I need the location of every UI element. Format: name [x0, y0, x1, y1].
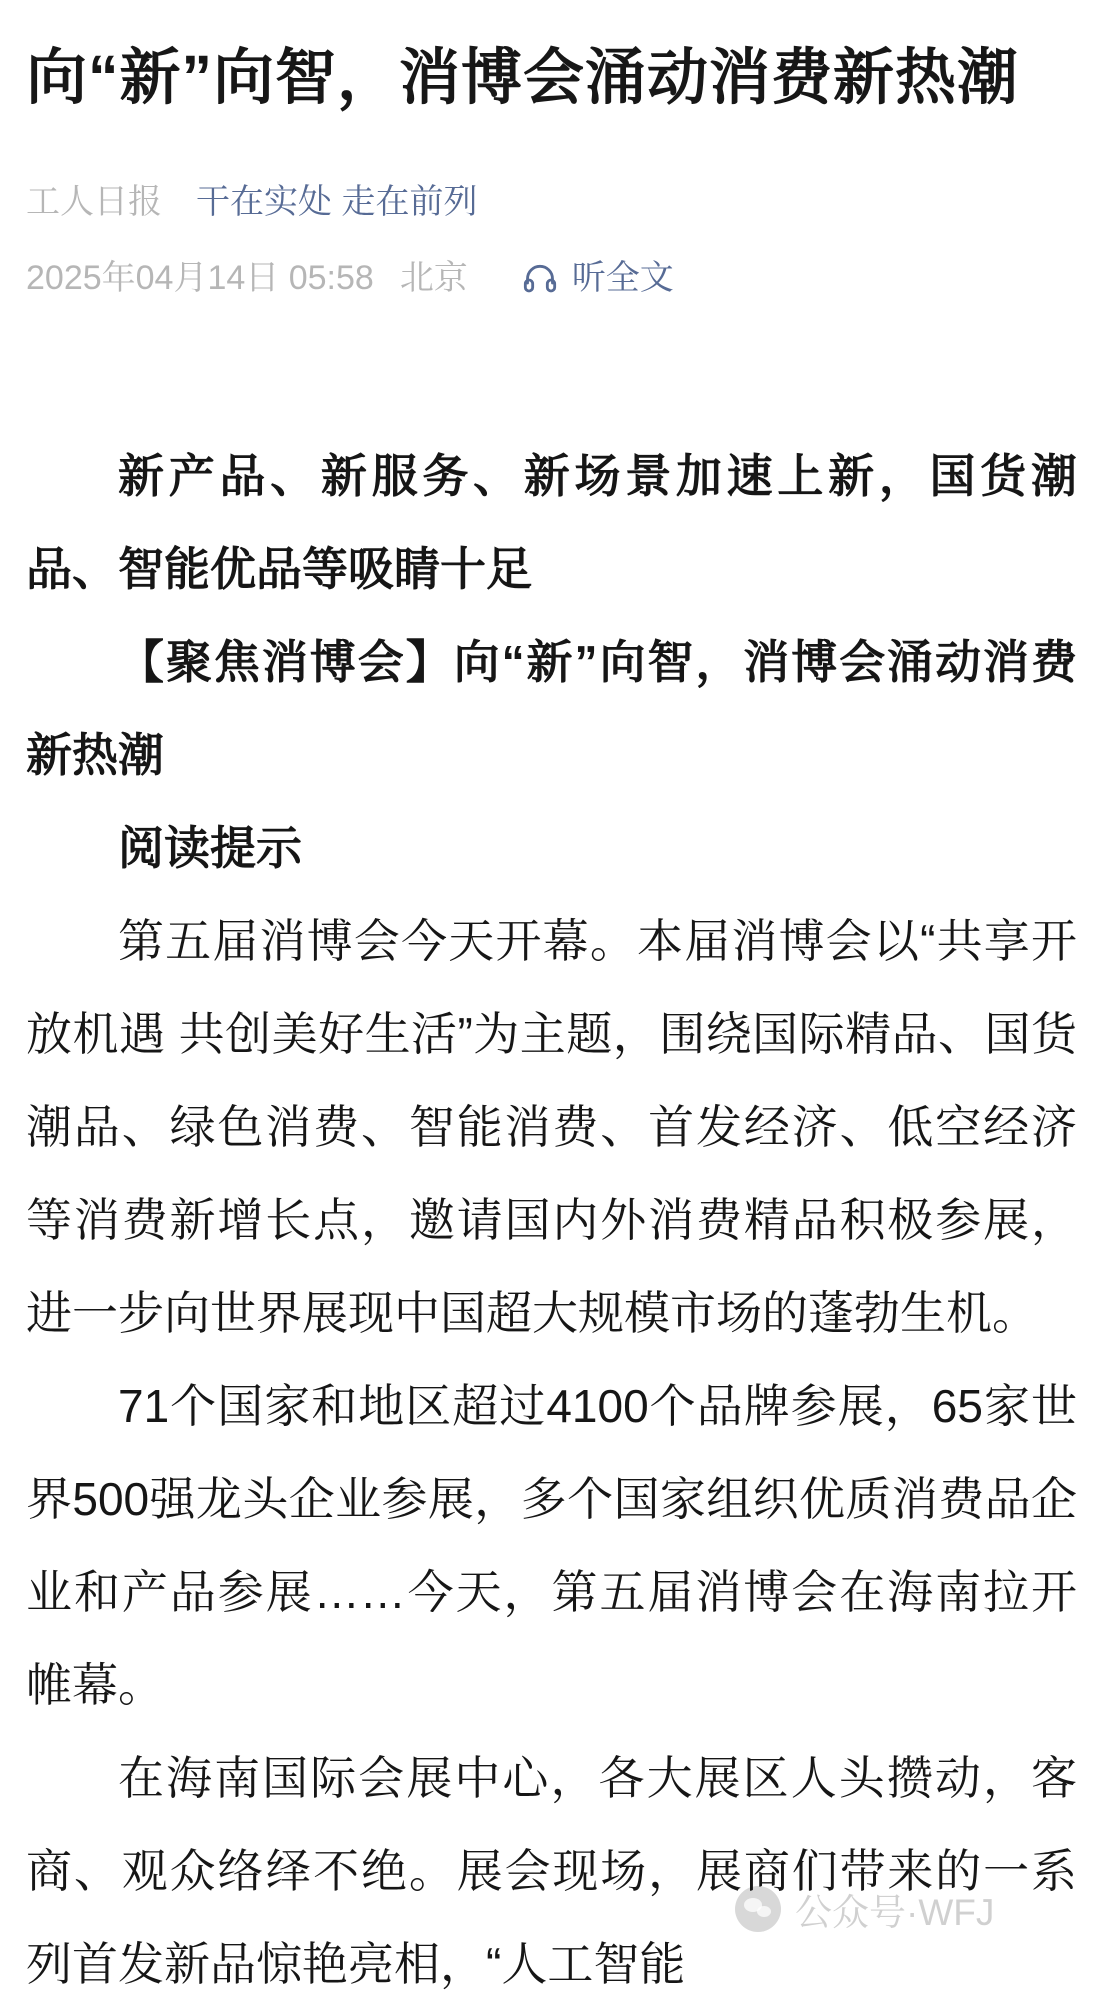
listen-full-text-button[interactable]: [520, 254, 674, 302]
watermark-text: 公众号·WFJ: [795, 1892, 995, 1933]
listen-full-text-label: 听全文: [571, 259, 674, 297]
article-paragraph: 71个国家和地区超过4100个品牌参展，65家世界500强龙头企业参展，多个国家组织优质消费品企业和产品参展……今天，第五届消博会在海南拉开帷幕。: [26, 1380, 1077, 1711]
page-title: 向“新”向智，消博会涌动消费新热潮: [26, 43, 1020, 111]
publish-date: 2025年04月14日 05:58: [26, 259, 374, 297]
article-paragraph: 【聚焦消博会】向“新”向智，消博会涌动消费新热潮: [26, 636, 1077, 781]
article-paragraph: 新产品、新服务、新场景加速上新，国货潮品、智能优品等吸睛十足: [26, 450, 1077, 595]
article-paragraph: 第五届消博会今天开幕。本届消博会以“共享开放机遇 共创美好生活”为主题，围绕国际精品、国货潮品、绿色消费、智能消费、首发经济、低空经济等消费新增长点，邀请国内外消费精品积极参展，进一步向世界展现中国超大规模市场的蓬勃生机。: [26, 915, 1077, 1339]
account-tagline-link[interactable]: 干在实处 走在前列: [196, 183, 478, 221]
meta-row: [26, 254, 1077, 302]
byline: [26, 178, 1077, 226]
account-name-link[interactable]: 工人日报: [26, 183, 162, 221]
article-paragraph: 阅读提示: [118, 822, 302, 874]
headphones-icon: [520, 258, 560, 298]
article-paragraph: 在海南国际会展中心，各大展区人头攒动，客商、观众络绎不绝。展会现场，展商们带来的一系列首发新品惊艳亮相，“人工智能: [26, 1752, 1077, 1990]
article-body: [26, 430, 1077, 2011]
publish-location: 北京: [399, 259, 468, 297]
